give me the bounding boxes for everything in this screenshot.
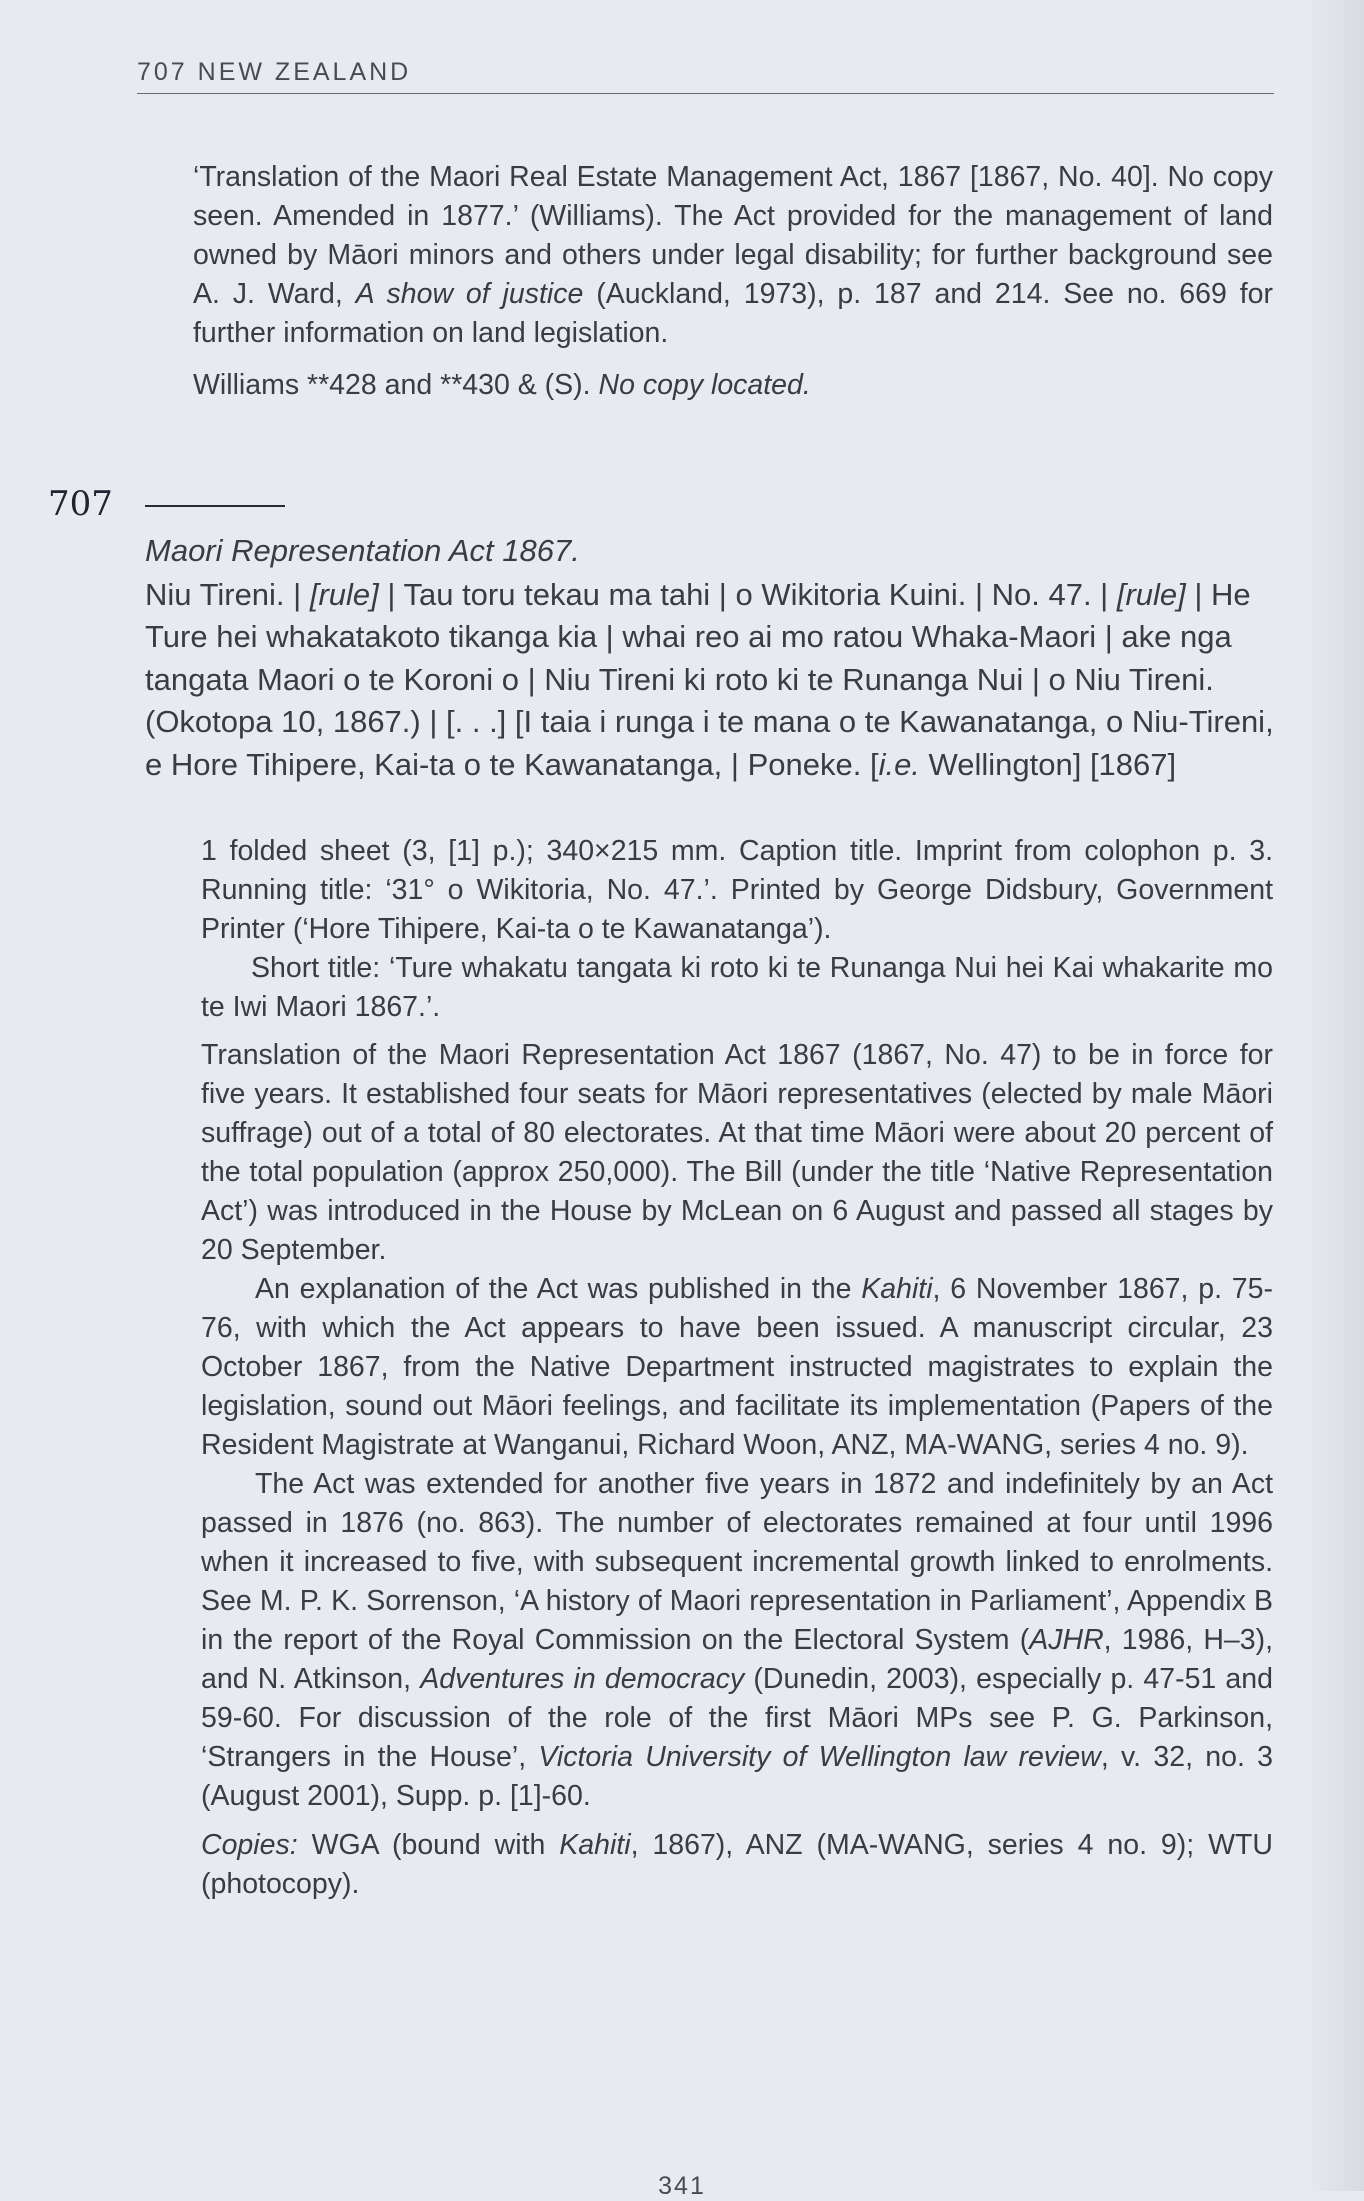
previous-entry-description: ‘Translation of the Maori Real Estate Management Act, 1867 [1867, No. 40]. No copy seen. Amended in 1877.’ (Williams). The Act provided for the management of land owned by Māori minors and others under legal disability; for further background see A. J. Ward, A show of justice (Auckland, 1973), p. 187 and 214. See no. 669 for further information on land legislation. xyxy=(193,161,1273,349)
entry-number: 707 xyxy=(48,484,113,524)
author-dash-rule xyxy=(145,505,285,507)
collation-block xyxy=(201,832,1273,1027)
copies-held: Copies: WGA (bound with Kahiti, 1867), ANZ (MA-WANG, series 4 no. 9); WTU (photocopy). xyxy=(201,1829,1273,1900)
copies-label: Copies: xyxy=(201,1829,298,1861)
entry-notes xyxy=(201,1036,1273,1904)
running-head xyxy=(137,58,1274,94)
running-head-text: 707 NEW ZEALAND xyxy=(137,58,412,86)
note-paragraph-2: An explanation of the Act was published in the Kahiti, 6 November 1867, p. 75-76, with which the Act appears to have been issued. A manuscript circular, 23 October 1867, from the Native Department instructed magistrates to explain the legislation, sound out Māori feelings, and facilitate its implementation (Papers of the Resident Magistrate at Wanganui, Richard Woon, ANZ, MA-WANG, series 4 no. 9). xyxy=(201,1273,1273,1461)
physical-description: 1 folded sheet (3, [1] p.); 340×215 mm. Caption title. Imprint from colophon p. 3. Running title: ‘31° o Wikitoria, No. 47.’. Printed by George Didsbury, Government Printer (‘Hore Tihipere, Kai-ta o te Kawanatanga’). xyxy=(201,835,1273,945)
previous-entry-notes xyxy=(193,158,1273,405)
page-edge-shadow xyxy=(1304,0,1364,2191)
note-paragraph-1: Translation of the Maori Representation Act 1867 (1867, No. 47) to be in force for five years. It established four seats for Māori representatives (elected by male Māori suffrage) out of a total of 80 electorates. At that time Māori were about 20 percent of the total population (approx 250,000). The Bill (under the title ‘Native Representation Act’) was introduced in the House by McLean on 6 August and passed all stages by 20 September. xyxy=(201,1039,1273,1266)
note-paragraph-3: The Act was extended for another five years in 1872 and indefinitely by an Act passed in 1876 (no. 863). The number of electorates remained at four until 1996 when it increased to five, with subsequent incremental growth linked to enrolments. See M. P. K. Sorrenson, ‘A history of Maori representation in Parliament’, Appendix B in the report of the Royal Commission on the Electoral System (AJHR, 1986, H–3), and N. Atkinson, Adventures in democracy (Dunedin, 2003), especially p. 47-51 and 59-60. For discussion of the role of the first Māori MPs see P. G. Parkinson, ‘Strangers in the House’, Victoria University of Wellington law review, v. 32, no. 3 (August 2001), Supp. p. [1]-60. xyxy=(201,1468,1274,1812)
page-number: 341 xyxy=(658,2172,706,2200)
entry-heading xyxy=(145,530,1275,786)
title-page-transcription: Niu Tireni. | [rule] | Tau toru tekau ma tahi | o Wikitoria Kuini. | No. 47. | [rule] | He Ture hei whakatakoto tikanga kia | whai reo ai mo ratou Whaka-Maori | ake nga tangata Maori o te Koroni o | Niu Tireni ki roto ki te Runanga Nui | o Niu Tireni. (Okotopa 10, 1867.) | [. . .] [I taia i runga i te mana o te Kawanatanga, o Niu-Tireni, e Hore Tihipere, Kai-ta o te Kawanatanga, | Poneke. [i.e. Wellington] [1867] xyxy=(145,576,1274,782)
entry-title: Maori Representation Act 1867. xyxy=(145,533,580,568)
reference-title: A show of justice xyxy=(355,278,584,310)
short-title: Short title: ‘Ture whakatu tangata ki roto ki te Runanga Nui hei Kai whakarite mo te Iwi Maori 1867.’. xyxy=(201,952,1273,1023)
previous-entry-location-note: Williams **428 and **430 & (S). No copy located. xyxy=(193,369,811,401)
